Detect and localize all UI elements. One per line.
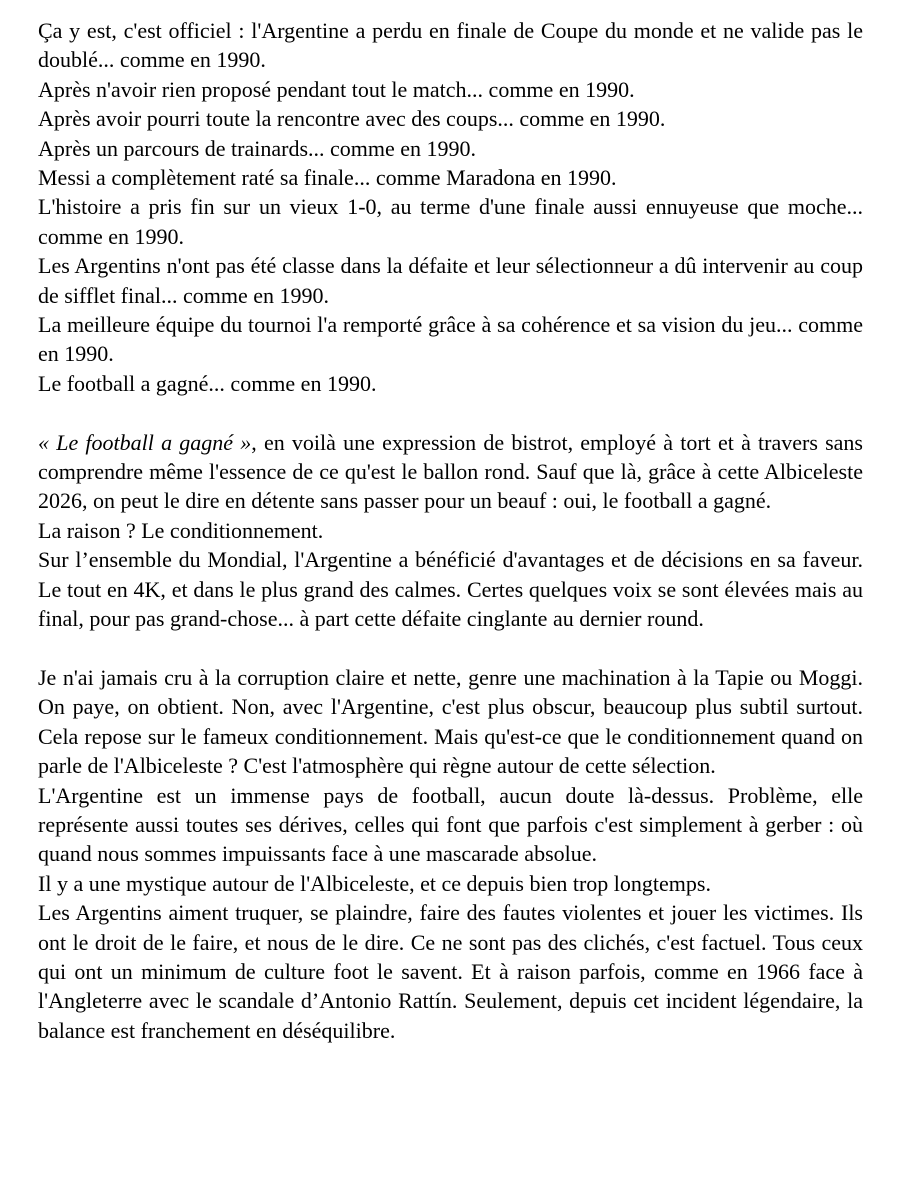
paragraph-spacer <box>38 634 863 663</box>
football-won-block <box>38 428 863 634</box>
opening-block <box>38 16 863 398</box>
paragraph: Le football a gagné... comme en 1990. <box>38 370 377 396</box>
paragraph: Les Argentins aiment truquer, se plaindre, faire des fautes violentes et jouer les victimes. Ils ont le droit de le faire, et nous de le dire. Ce ne sont pas des clichés, c'est factuel. Tous ceux qui ont un minimum de culture foot le savent. Et à raison parfois, comme en 1966 face à l'Angleterre avec le scandale d’Antonio Rattín. Seulement, depuis cet incident légendaire, la balance est franchement en déséquilibre. <box>38 900 863 1043</box>
paragraph: Je n'ai jamais cru à la corruption claire et nette, genre une machination à la Tapie ou Moggi. On paye, on obtient. Non, avec l'Argentine, c'est plus obscur, beaucoup plus subtil surtout. Cela repose sur le fameux conditionnement. Mais qu'est-ce que le conditionnement quand on parle de l'Albiceleste ? C'est l'atmosphère qui règne autour de cette sélection. <box>38 664 863 779</box>
paragraph-spacer <box>38 398 863 427</box>
paragraph: Sur l’ensemble du Mondial, l'Argentine a bénéficié d'avantages et de décisions en sa faveur. Le tout en 4K, et dans le plus grand des calmes. Certes quelques voix se sont élevées mais au final, pour pas grand-chose... à part cette défaite cinglante au dernier round. <box>38 547 863 632</box>
paragraph: Ça y est, c'est officiel : l'Argentine a perdu en finale de Coupe du monde et ne valide pas le doublé... comme en 1990. <box>38 18 863 73</box>
paragraph: L'histoire a pris fin sur un vieux 1-0, au terme d'une finale aussi ennuyeuse que moche... comme en 1990. <box>38 194 863 249</box>
paragraph: Les Argentins n'ont pas été classe dans la défaite et leur sélectionneur a dû intervenir au coup de sifflet final... comme en 1990. <box>38 253 863 308</box>
paragraph: Messi a complètement raté sa finale... comme Maradona en 1990. <box>38 165 617 191</box>
paragraph: La meilleure équipe du tournoi l'a remporté grâce à sa cohérence et sa vision du jeu... comme en 1990. <box>38 312 863 367</box>
paragraph-text: , en voilà une expression de bistrot, employé à tort et à travers sans comprendre même l'essence de ce qu'est le ballon rond. Sauf que là, grâce à cette Albiceleste 2026, on peut le dire en détente sans passer pour un beauf : oui, le football a gagné. <box>38 429 863 514</box>
paragraph: Après avoir pourri toute la rencontre avec des coups... comme en 1990. <box>38 106 666 132</box>
paragraph <box>38 428 863 516</box>
paragraph: Après un parcours de trainards... comme en 1990. <box>38 135 477 161</box>
paragraph: Après n'avoir rien proposé pendant tout le match... comme en 1990. <box>38 76 635 102</box>
italic-quote: « Le football a gagné » <box>38 429 252 455</box>
paragraph: La raison ? Le conditionnement. <box>38 517 324 543</box>
conditioning-block <box>38 663 863 1045</box>
paragraph: L'Argentine est un immense pays de football, aucun doute là-dessus. Problème, elle représente aussi toutes ses dérives, celles qui font que parfois c'est simplement à gerber : où quand nous sommes impuissants face à une mascarade absolue. <box>38 782 863 867</box>
paragraph: Il y a une mystique autour de l'Albiceleste, et ce depuis bien trop longtemps. <box>38 870 711 896</box>
